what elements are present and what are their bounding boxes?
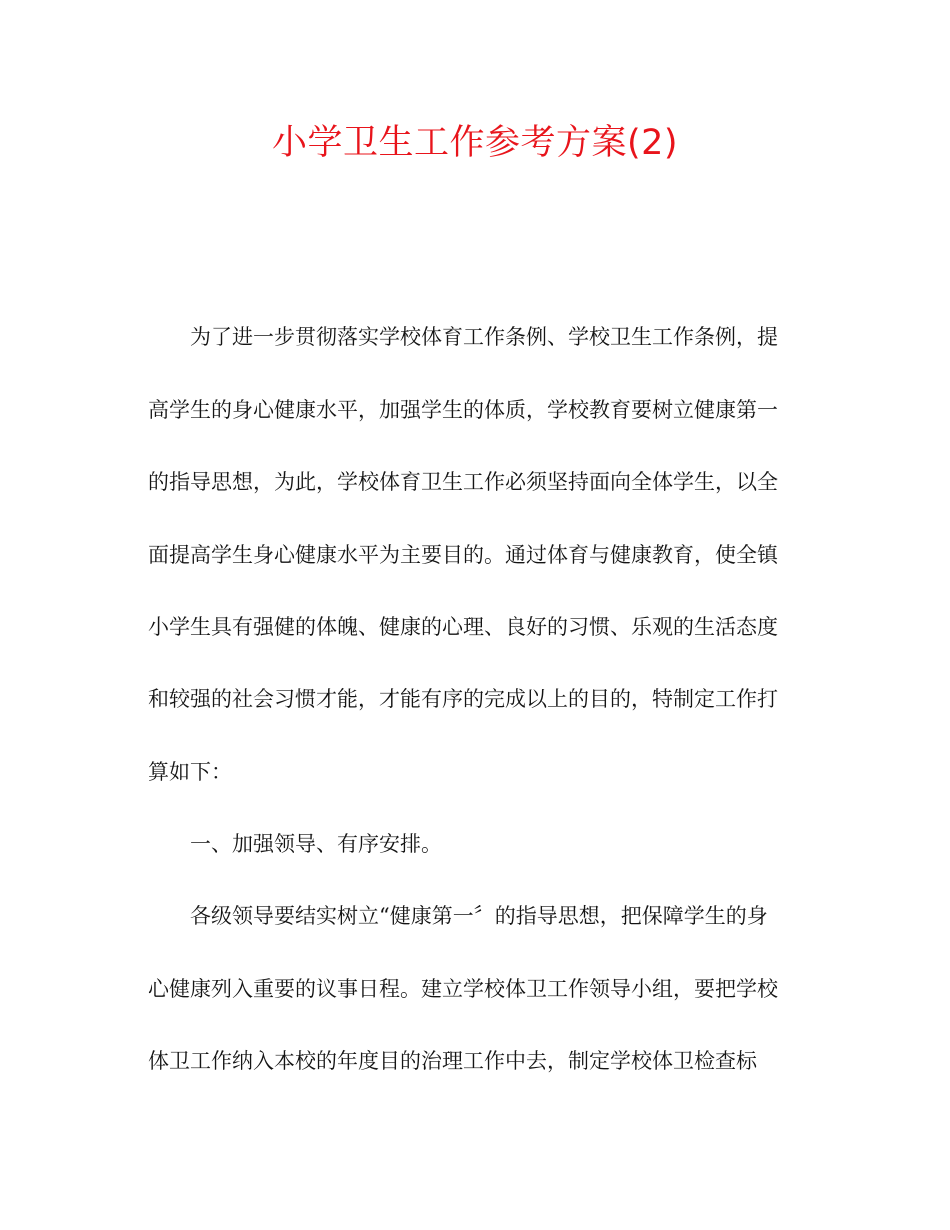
- document-title: 小学卫生工作参考方案(2): [271, 123, 679, 163]
- body-line: 心健康列入重要的议事日程。建立学校体卫工作领导小组，要把学校: [148, 977, 778, 1001]
- body-line: 的指导思想，为此，学校体育卫生工作必须坚持面向全体学生，以全: [148, 470, 778, 494]
- section-heading: 一、加强领导、有序安排。: [148, 832, 442, 856]
- body-line: 高学生的身心健康水平，加强学生的体质，学校教育要树立健康第一: [148, 398, 778, 422]
- body-line: 和较强的社会习惯才能，才能有序的完成以上的目的，特制定工作打: [148, 687, 778, 711]
- body-line: 面提高学生身心健康水平为主要目的。通过体育与健康教育，使全镇: [148, 543, 778, 567]
- body-line: 算如下：: [148, 760, 232, 784]
- body-line: 小学生具有强健的体魄、健康的心理、良好的习惯、乐观的生活态度: [148, 615, 778, 639]
- body-line: 体卫工作纳入本校的年度目的治理工作中去，制定学校体卫检查标: [148, 1049, 757, 1073]
- body-line: 为了进一步贯彻落实学校体育工作条例、学校卫生工作条例，提: [148, 325, 778, 349]
- body-line: 各级领导要结实树立“健康第一〞的指导思想，把保障学生的身: [148, 904, 768, 928]
